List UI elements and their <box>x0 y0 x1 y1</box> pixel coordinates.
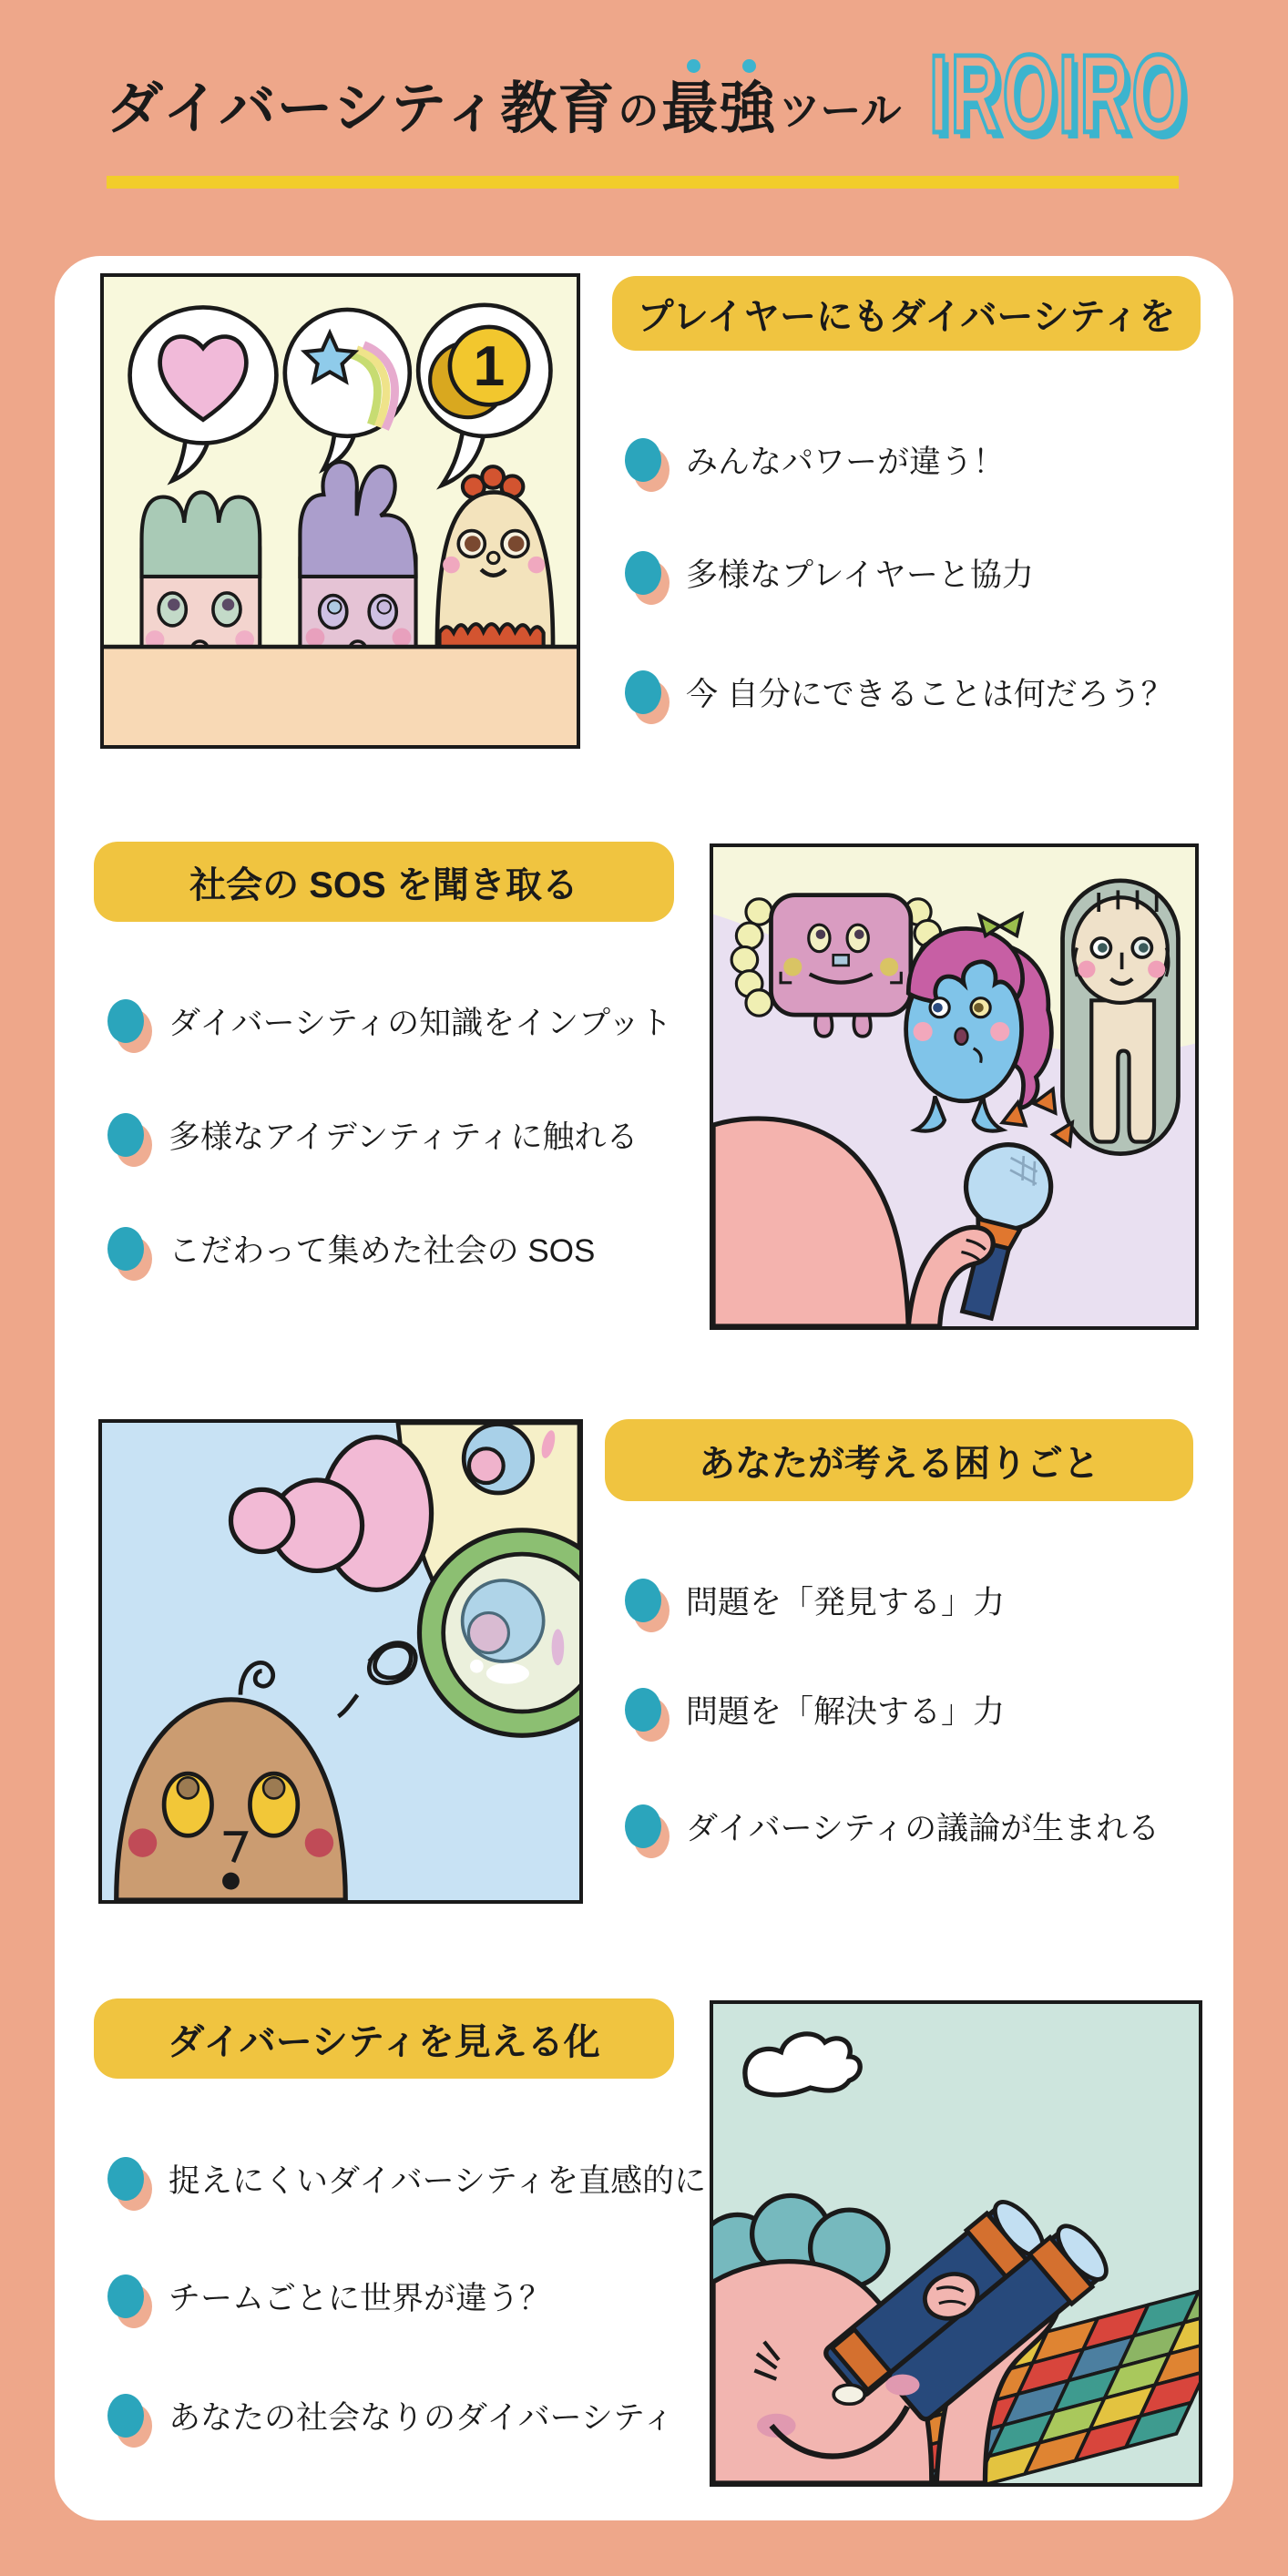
bullet-dot-icon <box>107 2394 144 2438</box>
bullet-dot-icon <box>625 1688 661 1732</box>
bullet-item <box>625 547 1034 598</box>
bullet-text: 多様なプレイヤーと協力 <box>686 557 1034 593</box>
section-heading-visualize: ダイバーシティを見える化 <box>94 1998 674 2079</box>
iroiro-logo: IROIRO <box>929 32 1189 156</box>
bullet-text: 捉えにくいダイバーシティを直感的に <box>169 2163 707 2199</box>
magnifier-drawing <box>102 1423 579 1900</box>
bullet-dot-icon <box>625 670 661 714</box>
bullet-item <box>625 1801 1160 1852</box>
title-text-particle: の <box>618 87 659 134</box>
bullet-dot-icon <box>107 2157 144 2201</box>
title-underline <box>107 176 1179 189</box>
illustration-magnifier <box>98 1419 583 1904</box>
coin-number: 1 <box>473 335 506 399</box>
bullet-item <box>107 2390 674 2441</box>
bullet-text: あなたの社会なりのダイバーシティ <box>169 2400 675 2436</box>
interview-drawing <box>713 847 1195 1326</box>
bullet-text: ダイバーシティの知識をインプット <box>169 1006 672 1041</box>
illustration-interview <box>710 843 1199 1330</box>
bullet-item <box>107 996 672 1047</box>
bullet-dot-icon <box>625 1804 661 1848</box>
bullet-item <box>625 1575 1005 1626</box>
bullet-text: チームごとに世界が違う？ <box>169 2281 552 2316</box>
bullet-text: 多様なアイデンティティに触れる <box>169 1119 639 1155</box>
bullet-text: 問題を「解決する」力 <box>686 1694 1006 1730</box>
bullet-dot-icon <box>625 551 661 595</box>
bullet-dot-icon <box>625 1579 661 1622</box>
bullet-item <box>625 667 1173 718</box>
bullet-item <box>107 2153 706 2204</box>
bullet-text: みんなパワーが違う！ <box>686 445 1006 480</box>
bullet-dot-icon <box>107 1227 144 1271</box>
bullet-text: こだわって集めた社会の SOS <box>169 1233 596 1269</box>
bullet-text: ダイバーシティの議論が生まれる <box>686 1811 1160 1846</box>
bullet-dot-icon <box>625 438 661 482</box>
bullet-text: 今 自分にできることは何だろう？ <box>686 677 1173 712</box>
bullet-item <box>625 434 1005 486</box>
illustration-three-players <box>100 273 580 749</box>
bullet-item <box>107 2271 551 2322</box>
section-heading-problems: あなたが考える困りごと <box>605 1419 1193 1501</box>
bullet-dot-icon <box>107 999 144 1043</box>
bullet-item <box>107 1109 639 1160</box>
page-title <box>107 32 1288 156</box>
title-text-tool: ツール <box>779 87 902 134</box>
binoculars-drawing <box>713 2004 1199 2483</box>
section-heading-sos: 社会の SOS を聞き取る <box>94 842 674 922</box>
bullet-item <box>107 1223 595 1274</box>
bullet-dot-icon <box>107 1113 144 1157</box>
three-players-drawing <box>104 277 577 745</box>
illustration-binoculars <box>710 2000 1202 2487</box>
character-long-hair <box>1063 881 1179 1154</box>
section-heading-players: プレイヤーにもダイバーシティを <box>612 276 1201 351</box>
bullet-text: 問題を「発見する」力 <box>686 1585 1006 1620</box>
table <box>104 647 577 745</box>
title-text-emphasized: 最強 <box>661 77 777 140</box>
bullet-item <box>625 1684 1005 1735</box>
bullet-dot-icon <box>107 2274 144 2318</box>
title-text-main: ダイバーシティ教育 <box>107 77 616 140</box>
